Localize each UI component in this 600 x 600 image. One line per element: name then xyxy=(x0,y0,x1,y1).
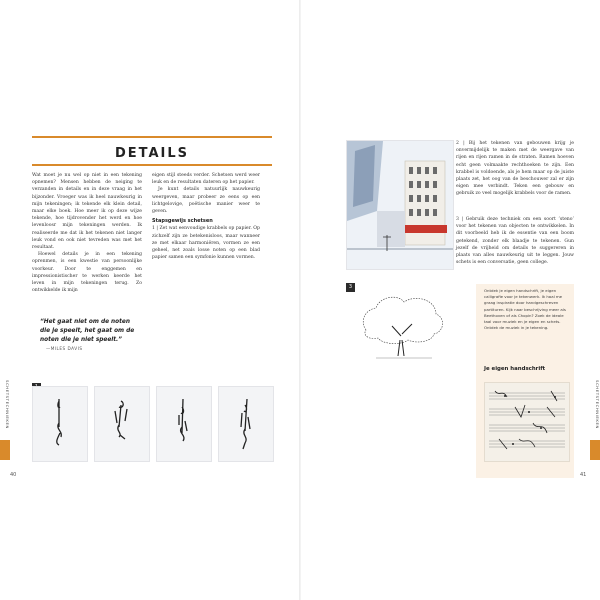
quote-author: —MILES DAVIS xyxy=(46,346,83,351)
box-heading: Je eigen handschrift xyxy=(484,366,546,372)
page-title: DETAILS xyxy=(114,146,190,161)
text-column-1 xyxy=(32,172,142,292)
tree-icon xyxy=(346,286,456,366)
scribble-3-icon xyxy=(157,387,211,461)
side-tab-bar xyxy=(0,440,10,460)
paragraph: Wat moet je nu wel op niet in een tekening opnemen? Mensen hebben de neiging te verzanden in details en in deze vraag in het bijzonder. Vroeger was ik heel nauwkeurig in mijn tekeningen; ik tekende elk klein detail, maar elke boek. Hoe meer ik op deze wijze tekende, hoe tijdrovender het werd en hoe levenloosr mijn tekeningen werden. Ik realiseerde me dat ik het tekenen niet langer leuk vond en ook niet tevreden was met het resultaat. xyxy=(32,173,142,251)
scribble-2-icon xyxy=(95,387,149,461)
handwriting-box xyxy=(476,284,574,478)
street-sketch xyxy=(346,140,454,270)
music-score-image xyxy=(484,382,570,462)
pull-quote: “Het gaat niet om de noten die je speelt, het gaat om de noten die je niet speelt.” xyxy=(40,319,135,343)
section-subhead: Stapsgewijs schetsen xyxy=(152,218,213,225)
paragraph: eigen stijl steeds verder. Schetsen werd weer leuk en de resultaten dateren op het papier. xyxy=(152,173,260,186)
scribble-sketch-2 xyxy=(94,386,150,462)
step-badge-3: 3 xyxy=(346,283,355,292)
paragraph: Hoewel details je in een tekening oprenmen, is een kwestie van persoonlijke voorkeur. Door te enggemen en impressionistischer te werken keerde het leven in mijn tekeningen terug. Zo ontwikkelde ik mijn xyxy=(32,252,142,294)
paragraph: Je kunt details natuurlijk nauwkeurig weergeven, maar probeer ze eens op een lichtgelovige, poëtische manier weer te geven. xyxy=(152,187,260,215)
title-rule-bottom xyxy=(32,164,272,166)
text-step-3: 3 | Gebruik deze techniek om een soort ‘steno’ voor het tekenen van objecten te ontwikkelen. In dit voorbeeld heb ik de essentie van een boom getekend, zonder elk blaadje te tekenen. Gun jezelf de vrijheid om details te suggereren in plaats van alles nauwkeurig uit te leggen. Jouw schets is een conversatie, geen college. xyxy=(456,217,574,266)
scribble-sketch-1 xyxy=(32,386,88,462)
text-column-2 xyxy=(152,172,260,292)
scribble-4-icon xyxy=(219,387,273,461)
page-number: 40 xyxy=(10,472,17,478)
scribble-sketch-4 xyxy=(218,386,274,462)
title-rule-top xyxy=(32,136,272,138)
text-step-2: 2 | Bij het tekenen van gebouwen krijg je onvermijdelijk te maken met de weergave van rijen en rijen ramen in de straten. Ramen hoeven echt geen volmaakte rechthoeken te zijn. Een krabbel is voldoende, als je hem maar op de juiste plaats zet, het oog van de beschouwer zal er zijn eigen mee verbindt. Teken een gebouw en gebruik zo veel mogelijk krabbels voor de ramen. xyxy=(456,141,574,197)
tree-sketch xyxy=(346,286,456,366)
paragraph: 1 | Zet wat eenvoudige krabbels op papier. Op zichzelf zijn ze betekenisloos, maar wanneer ze met elkaar harmoniëren, vormen ze een geheel, net zoals losse noten op een blad papier samen een symfonie kunnen vormen. xyxy=(152,226,260,261)
music-score-icon xyxy=(485,383,569,461)
box-intro: Ontdek je eigen handschrift, je eigen calligrafie voor je tekenwerk. Ik haal me graag inspiratie door handgeschreven partituren. Kijk naar beschrijving meer als Beethoven of als Chopin? Zoek de ideale taal voor muziek en je eigen en schets. Ontdek de muziek in je tekening. xyxy=(484,288,566,331)
street-buildings-icon xyxy=(347,141,453,269)
scribble-1-icon xyxy=(33,387,87,461)
side-tab-bar-right xyxy=(590,440,600,460)
section-side-tab: SCHETSTECHNIEKEN xyxy=(0,380,10,438)
scribble-sketch-3 xyxy=(156,386,212,462)
page-number-right: 41 xyxy=(580,472,587,478)
section-side-tab-right: SCHETSTECHNIEKEN xyxy=(590,380,600,438)
